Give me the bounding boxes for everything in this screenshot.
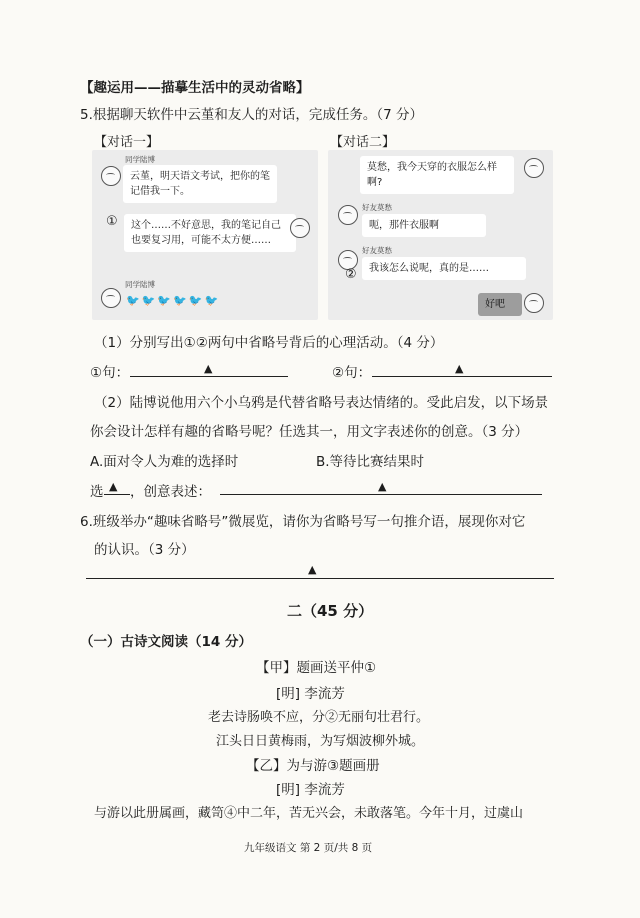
- option-b: B.等待比赛结果时: [316, 454, 425, 470]
- bird-ellipsis: 🐦🐦🐦🐦🐦🐦: [126, 294, 221, 307]
- marker-2: ②: [345, 267, 357, 282]
- answer-2-line[interactable]: [372, 376, 552, 377]
- answer-1-line[interactable]: [130, 376, 288, 377]
- sender-name: 同学陆博: [125, 280, 155, 289]
- choose-suffix: ，创意表述：: [130, 484, 211, 500]
- question-5-stem: 5.根据聊天软件中云堇和友人的对话，完成任务。（7 分）: [80, 107, 424, 123]
- part-2-title: 二（45 分）: [287, 602, 374, 620]
- sub-question-2-line1: （2）陆博说他用六个小乌鸦是代替省略号表达情绪的。受此启发，以下场景: [94, 395, 549, 411]
- dialog1-panel: [92, 150, 318, 320]
- avatar: [338, 205, 358, 225]
- marker-1: ①: [106, 214, 118, 229]
- creative-answer-mark: ▲: [378, 480, 387, 493]
- poem-jia-line2: 江头日日黄梅雨，为写烟波柳外城。: [216, 734, 425, 749]
- question-6-line2: 的认识。（3 分）: [94, 542, 195, 558]
- dialog2-label: 【对话二】: [330, 135, 396, 150]
- chat-bubble-reply: 好吧: [478, 293, 522, 316]
- answer-2-label: ②句：: [332, 365, 372, 381]
- poem-jia-author: [明] 李流芳: [276, 686, 345, 702]
- avatar: [290, 218, 310, 238]
- prose-yi-title: 【乙】为与游③题画册: [246, 758, 380, 774]
- section-title: 【趣运用——描摹生活中的灵动省略】: [80, 80, 310, 96]
- poem-jia-title: 【甲】题画送平仲①: [256, 660, 377, 676]
- sender-name: 好友莫愁: [362, 203, 392, 212]
- answer-1-mark: ▲: [204, 362, 213, 375]
- question-6-mark: ▲: [308, 563, 317, 576]
- dialog1-label: 【对话一】: [94, 135, 160, 150]
- avatar: [101, 288, 121, 308]
- chat-bubble: 莫愁，我今天穿的衣服怎么样啊?: [360, 156, 514, 194]
- question-6-answer-line[interactable]: [86, 578, 554, 579]
- dialog2-panel: [328, 150, 553, 320]
- sender-name: 同学陆博: [125, 155, 155, 164]
- avatar: [524, 293, 544, 313]
- chat-bubble-reply: 这个……不好意思，我的笔记自己也要复习用，可能不太方便……: [124, 214, 296, 252]
- avatar: [101, 166, 121, 186]
- prose-yi-line1: 与游以此册属画，藏笥④中二年，苦无兴会，未敢落笔。今年十月，过虞山: [94, 806, 524, 821]
- chat-bubble: 呃，那件衣服啊: [362, 214, 486, 237]
- choice-mark: ▲: [109, 480, 118, 493]
- option-a: A.面对令人为难的选择时: [90, 454, 239, 470]
- avatar: [524, 158, 544, 178]
- poem-jia-line1: 老去诗肠唤不应，分②无丽句壮君行。: [208, 710, 430, 725]
- reading-title: （一）古诗文阅读（14 分）: [80, 634, 252, 650]
- choose-prefix: 选: [90, 484, 104, 500]
- chat-bubble: 我该怎么说呢，真的是……: [362, 257, 526, 280]
- choice-line[interactable]: [104, 494, 130, 495]
- page-footer: 九年级语文 第 2 页/共 8 页: [244, 842, 373, 854]
- sub-question-2-line2: 你会设计怎样有趣的省略号呢？任选其一，用文字表述你的创意。（3 分）: [90, 424, 529, 440]
- answer-1-label: ①句：: [90, 365, 130, 381]
- answer-2-mark: ▲: [455, 362, 464, 375]
- question-6-line1: 6.班级举办“趣味省略号”微展览，请你为省略号写一句推介语，展现你对它: [80, 514, 526, 530]
- sender-name: 好友莫愁: [362, 246, 392, 255]
- sub-question-1: （1）分别写出①②两句中省略号背后的心理活动。（4 分）: [94, 335, 444, 351]
- chat-bubble: 云堇，明天语文考试，把你的笔记借我一下。: [123, 165, 277, 203]
- prose-yi-author: [明] 李流芳: [276, 782, 345, 798]
- creative-answer-line[interactable]: [220, 494, 542, 495]
